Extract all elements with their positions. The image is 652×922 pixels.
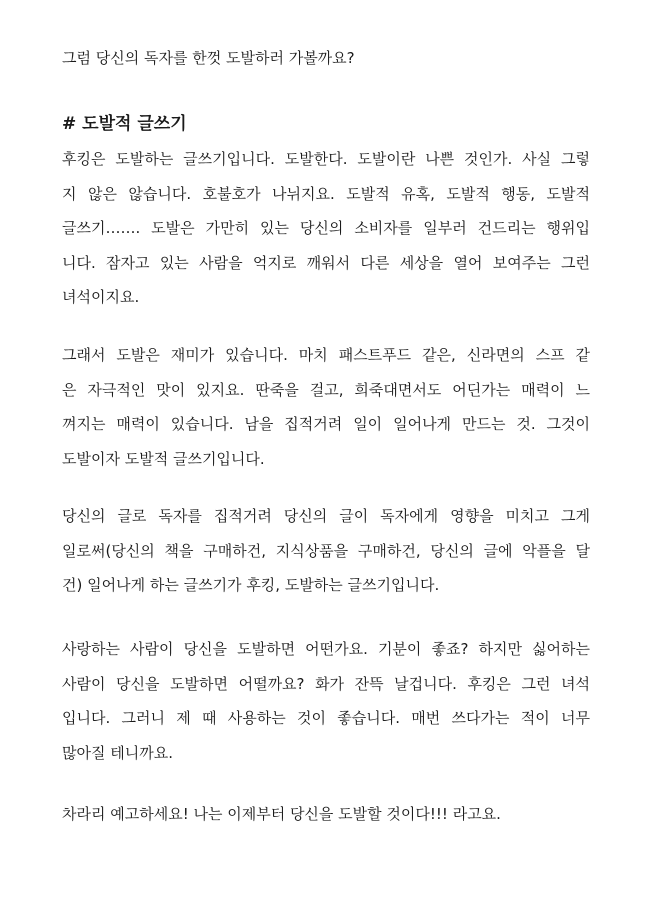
paragraph-line: 은 자극적인 맛이 있지요. 딴죽을 걸고, 희죽대면서도 어딘가는 매력이 느: [62, 380, 590, 399]
section-heading: # 도발적 글쓰기: [62, 114, 187, 134]
paragraph-line: 니다. 잠자고 있는 사람을 억지로 깨워서 다른 세상을 열어 보여주는 그런: [62, 253, 590, 272]
paragraph-line: 글쓰기……. 도발은 가만히 있는 당신의 소비자를 일부러 건드리는 행위입: [62, 219, 590, 237]
paragraph-line: 껴지는 매력이 있습니다. 남을 집적거려 일이 일어나게 만드는 것. 그것이: [62, 415, 590, 433]
paragraph-line: 사람이 당신을 도발하면 어떨까요? 화가 잔뜩 날겁니다. 후킹은 그런 녀석: [62, 674, 590, 693]
paragraph-line: 지 않은 않습니다. 호불호가 나뉘지요. 도발적 유혹, 도발적 행동, 도발적: [62, 184, 590, 203]
paragraph-4: [62, 632, 590, 770]
paragraph-line: 당신의 글로 독자를 집적거려 당신의 글이 독자에게 영향을 미치고 그게: [62, 507, 590, 525]
paragraph-line: 그래서 도발은 재미가 있습니다. 마치 패스트푸드 같은, 신라면의 스프 같: [62, 346, 590, 364]
paragraph-3: [62, 499, 590, 603]
paragraph-line: 많아질 테니까요.: [62, 743, 173, 762]
paragraph-line: 일로써(당신의 책을 구매하건, 지식상품을 구매하건, 당신의 글에 악플을 달: [62, 541, 590, 560]
paragraph-line: 후킹은 도발하는 글쓰기입니다. 도발한다. 도발이란 나쁜 것인가. 사실 그렇: [62, 150, 590, 168]
paragraph-line: 녀석이지요.: [62, 288, 140, 306]
paragraph-line: 차라리 예고하세요! 나는 이제부터 당신을 도발할 것이다!!! 라고요.: [62, 805, 501, 823]
intro-text: 그럼 당신의 독자를 한껏 도발하러 가볼까요?: [62, 49, 355, 67]
paragraph-1: [62, 142, 590, 315]
paragraph-line: 입니다. 그러니 제 때 사용하는 것이 좋습니다. 매번 쓰다가는 적이 너무: [62, 709, 590, 727]
paragraph-line: 건) 일어나게 하는 글쓰기가 후킹, 도발하는 글쓰기입니다.: [62, 576, 440, 594]
paragraph-line: 도발이자 도발적 글쓰기입니다.: [62, 449, 265, 468]
paragraph-2: [62, 338, 590, 476]
paragraph-line: 사랑하는 사람이 당신을 도발하면 어떤가요. 기분이 좋죠? 하지만 싫어하는: [62, 640, 590, 658]
paragraph-5: [62, 797, 590, 832]
